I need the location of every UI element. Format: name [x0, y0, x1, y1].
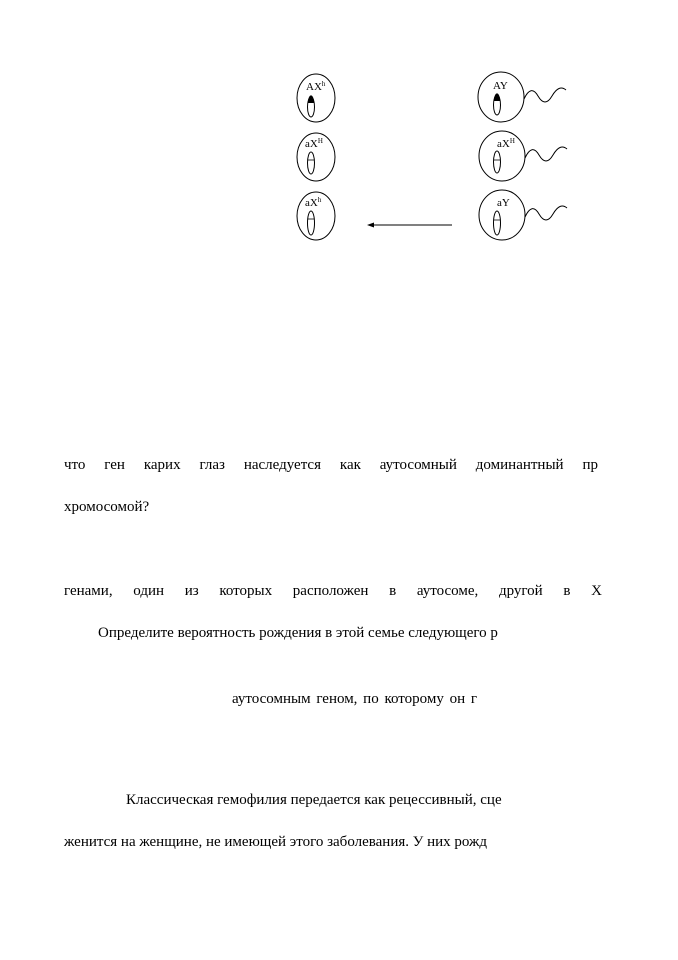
gametes-diagram — [0, 0, 678, 260]
sperm-label-2: $aX^H$ — [497, 137, 515, 150]
egg-label-2: $aX^H$ — [305, 137, 323, 150]
sperm-label-3: aY — [497, 197, 510, 209]
sperm-cell-3 — [479, 190, 567, 240]
text-line-3: генами, один из которых расположен в аутосоме, другой в Х — [64, 583, 602, 599]
sperm-label-1: AY — [493, 80, 508, 92]
text-line-6: Классическая гемофилия передается как рецессивный, сце — [126, 792, 502, 808]
egg-cell-3 — [297, 192, 335, 240]
egg-label-1: $AX^h$ — [306, 80, 326, 93]
left-arrow-icon — [367, 223, 452, 228]
text-line-7: женится на женщине, не имеющей этого заболевания. У них рожд — [64, 834, 488, 850]
text-line-5: аутосомным геном, по которому он г — [232, 691, 478, 707]
egg-cell-1 — [297, 74, 335, 122]
text-line-1: что ген карих глаз наследуется как аутосомный доминантный пр — [64, 457, 598, 473]
egg-cell-2 — [297, 133, 335, 181]
sperm-cell-1 — [478, 72, 566, 122]
sperm-cell-2 — [479, 131, 567, 181]
egg-label-3: $aX^h$ — [305, 196, 322, 209]
text-line-4: Определите вероятность рождения в этой семье следующего р — [98, 625, 498, 641]
text-line-2: хромосомой? — [64, 499, 150, 515]
